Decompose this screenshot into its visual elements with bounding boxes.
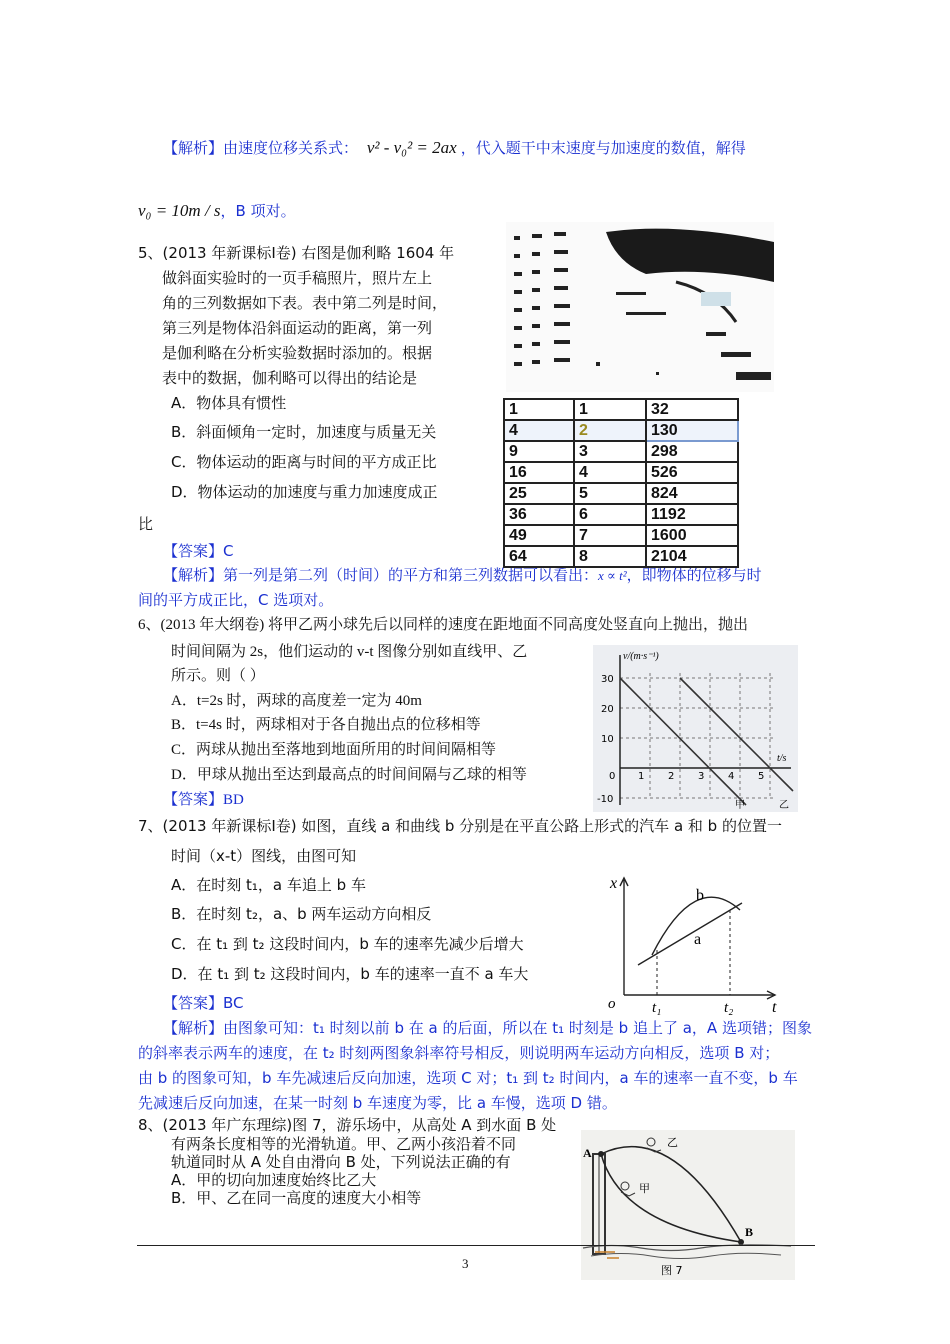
galileo-data-table <box>503 398 739 568</box>
xt-t-label: t <box>772 999 777 1015</box>
q7-option-c: C．在 t₁ 到 t₂ 这段时间内，b 车的速率先减少后增大 <box>171 935 524 953</box>
ytick: 30 <box>601 674 614 685</box>
track-yi <box>601 1147 741 1242</box>
q7-option-a: A．在时刻 t₁，a 车追上 b 车 <box>171 876 366 894</box>
proportion-formula: x ∝ t² <box>598 568 627 583</box>
q5-option-d: D．物体运动的加速度与重力加速度成正 <box>171 483 438 501</box>
q5-option-c: C．物体运动的距离与时间的平方成正比 <box>171 453 437 471</box>
xt-x-label: x <box>610 875 618 892</box>
table-cell: 36 <box>504 504 574 525</box>
table-cell: 8 <box>574 546 646 567</box>
q5-stem-line: 做斜面实验时的一页手稿照片，照片左上 <box>162 269 433 287</box>
analysis-label: 【解析】 <box>163 139 224 157</box>
table-cell: 2104 <box>646 546 738 567</box>
q6-option-d: D．甲球从抛出至达到最高点的时间间隔与乙球的相等 <box>171 767 527 783</box>
table-row <box>504 483 738 504</box>
q5-stem-line: 第三列是物体沿斜面运动的距离，第一列 <box>162 319 433 337</box>
q5-option-a: A．物体具有惯性 <box>171 394 287 412</box>
vt-xlabel: t/s <box>777 753 787 764</box>
xt-a-label: a <box>694 931 702 948</box>
q5-answer: 【答案】C <box>163 542 234 560</box>
q6-option-a: A．t=2s 时，两球的高度差一定为 40m <box>171 693 422 709</box>
manuscript-image <box>506 222 774 392</box>
q8-stem-line3: 轨道同时从 A 处自由滑向 B 处，下列说法正确的有 <box>171 1153 511 1171</box>
slide-figure-svg <box>581 1130 795 1280</box>
footer-divider <box>137 1245 815 1246</box>
point-b-label: B <box>745 1225 754 1239</box>
analysis-text: 由图象可知：t₁ 时刻以前 b 在 a 的后面，所以在 t₁ 时刻是 b 追上了 a，A 选项错；图象 <box>223 1019 812 1037</box>
q7-analysis-line3: 由 b 的图象可知，b 车先减速后反向加速，选项 C 对；t₁ 到 t₂ 时间内，a 车的速率一直不变，b 车 <box>138 1069 798 1087</box>
q7-option-b: B．在时刻 t₂，a、b 两车运动方向相反 <box>171 905 432 923</box>
figure-caption: 图 7 <box>661 1264 683 1277</box>
xt-b-label: b <box>696 887 704 904</box>
table-cell: 4 <box>504 420 574 441</box>
vt-graph-svg <box>593 645 798 812</box>
q6-option-c: C．两球从抛出至落地到地面所用的时间间隔相等 <box>171 742 497 758</box>
table-row <box>504 399 738 420</box>
q7-analysis-line1 <box>163 1017 812 1039</box>
ytick: 20 <box>601 704 614 715</box>
table-row <box>504 504 738 525</box>
ytick: -10 <box>597 794 614 805</box>
q6-option-b: B．t=4s 时，两球相对于各自抛出点的位移相等 <box>171 717 481 733</box>
table-cell: 298 <box>646 441 738 462</box>
q5-option-d-cont: 比 <box>138 515 154 533</box>
line-jia <box>620 678 746 805</box>
analysis-label: 【解析】 <box>163 566 224 584</box>
table-cell: 5 <box>574 483 646 504</box>
q7-option-d: D．在 t₁ 到 t₂ 这段时间内，b 车的速率一直不 a 车大 <box>171 965 529 983</box>
result-text: ，B 项对。 <box>220 202 296 220</box>
track-jia <box>601 1154 741 1242</box>
q5-analysis-line2: 间的平方成正比，C 选项对。 <box>138 591 334 609</box>
q8-option-a: A．甲的切向加速度始终比乙大 <box>171 1171 377 1189</box>
table-cell: 9 <box>504 441 574 462</box>
q6-answer: 【答案】BD <box>163 792 244 808</box>
label-jia: 甲 <box>639 1182 650 1195</box>
table-cell: 3 <box>574 441 646 462</box>
xtick: 0 <box>609 771 616 782</box>
q6-stem-line2: 时间间隔为 2s，他们运动的 v-t 图像分别如直线甲、乙 <box>171 644 528 660</box>
q6-stem-line3: 所示。则（ ） <box>171 668 265 684</box>
table-cell: 49 <box>504 525 574 546</box>
q6-stem-line1: 6、(2013 年大纲卷) 将甲乙两小球先后以同样的速度在距地面不同高度处竖直向上抛出，抛出 <box>138 617 748 633</box>
label-jia: 甲 <box>735 800 745 811</box>
analysis-text: ，代入题干中末速度与加速度的数值，解得 <box>460 139 746 157</box>
table-cell: 130 <box>646 420 738 441</box>
data-table <box>503 398 739 568</box>
table-cell: 64 <box>504 546 574 567</box>
q7-analysis-line4: 先减速后反向加速，在某一时刻 b 车速度为零，比 a 车慢，选项 D 错。 <box>138 1094 617 1112</box>
velocity-formula: v² - v₀² = 2ax <box>366 138 457 157</box>
xt-origin: o <box>608 996 616 1012</box>
analysis-label: 【解析】 <box>163 1019 224 1037</box>
q8-stem-line1: 8、(2013 年广东理综)图 7，游乐场中，从高处 A 到水面 B 处 <box>138 1116 557 1134</box>
xtick: 5 <box>758 771 765 782</box>
result-formula: v₀ = 10m / s <box>138 201 221 220</box>
xt-t2: t₂ <box>724 1000 734 1015</box>
table-cell: 32 <box>646 399 738 420</box>
table-cell: 1 <box>504 399 574 420</box>
intro-result <box>138 200 296 222</box>
analysis-text: 第一列是第二列（时间）的平方和第三列数据可以看出： <box>223 566 599 584</box>
table-cell: 6 <box>574 504 646 525</box>
vt-graph <box>593 645 798 812</box>
q7-answer: 【答案】BC <box>163 994 244 1012</box>
vt-ylabel: v/(m·s⁻¹) <box>623 651 659 662</box>
page-number: 3 <box>462 1256 469 1271</box>
table-cell: 4 <box>574 462 646 483</box>
table-row <box>504 546 738 567</box>
table-cell: 1192 <box>646 504 738 525</box>
point-a-label: A <box>583 1146 592 1160</box>
q5-stem-line: 表中的数据，伽利略可以得出的结论是 <box>162 369 418 387</box>
table-cell: 25 <box>504 483 574 504</box>
q7-analysis-line2: 的斜率表示两车的速度，在 t₂ 时刻两图象斜率符号相反，则说明两车运动方向相反，选项 B 对； <box>138 1044 780 1062</box>
xt-t1: t₁ <box>652 1000 662 1015</box>
table-cell: 526 <box>646 462 738 483</box>
slide-figure <box>581 1130 795 1280</box>
q5-stem-line: 角的三列数据如下表。表中第二列是时间， <box>162 294 448 312</box>
galileo-manuscript-photo <box>506 222 774 392</box>
xtick: 3 <box>698 771 705 782</box>
xtick: 2 <box>668 771 675 782</box>
q7-stem-line1: 7、(2013 年新课标Ⅰ卷) 如图，直线 a 和曲线 b 分别是在平直公路上形式的汽车 a 和 b 的位置一 <box>138 817 782 835</box>
table-cell: 824 <box>646 483 738 504</box>
table-row <box>504 420 738 441</box>
table-cell: 7 <box>574 525 646 546</box>
xtick: 1 <box>638 771 645 782</box>
q8-stem-line2: 有两条长度相等的光滑轨道。甲、乙两小孩沿着不同 <box>171 1135 517 1153</box>
table-row <box>504 462 738 483</box>
q5-stem-line: 是伽利略在分析实验数据时添加的。根据 <box>162 344 433 362</box>
table-cell: 1 <box>574 399 646 420</box>
q8-option-b: B．甲、乙在同一高度的速度大小相等 <box>171 1189 422 1207</box>
line-yi <box>680 678 793 791</box>
table-cell: 16 <box>504 462 574 483</box>
intro-analysis <box>163 137 746 159</box>
table-row <box>504 525 738 546</box>
table-cell: 2 <box>574 420 646 441</box>
table-cell: 1600 <box>646 525 738 546</box>
q5-stem-line: 5、(2013 年新课标Ⅰ卷) 右图是伽利略 1604 年 <box>138 244 455 262</box>
xt-graph <box>600 870 790 1015</box>
analysis-text: 由速度位移关系式： <box>223 139 359 157</box>
q7-stem-line2: 时间（x-t）图线，由图可知 <box>171 847 357 865</box>
line-a <box>638 903 742 965</box>
ytick: 10 <box>601 734 614 745</box>
analysis-text: ，即物体的位移与时 <box>626 566 762 584</box>
table-row <box>504 441 738 462</box>
q5-option-b: B．斜面倾角一定时，加速度与质量无关 <box>171 423 437 441</box>
label-yi: 乙 <box>667 1136 678 1149</box>
xt-graph-svg <box>600 870 790 1015</box>
label-yi: 乙 <box>779 800 789 811</box>
xtick: 4 <box>728 771 735 782</box>
